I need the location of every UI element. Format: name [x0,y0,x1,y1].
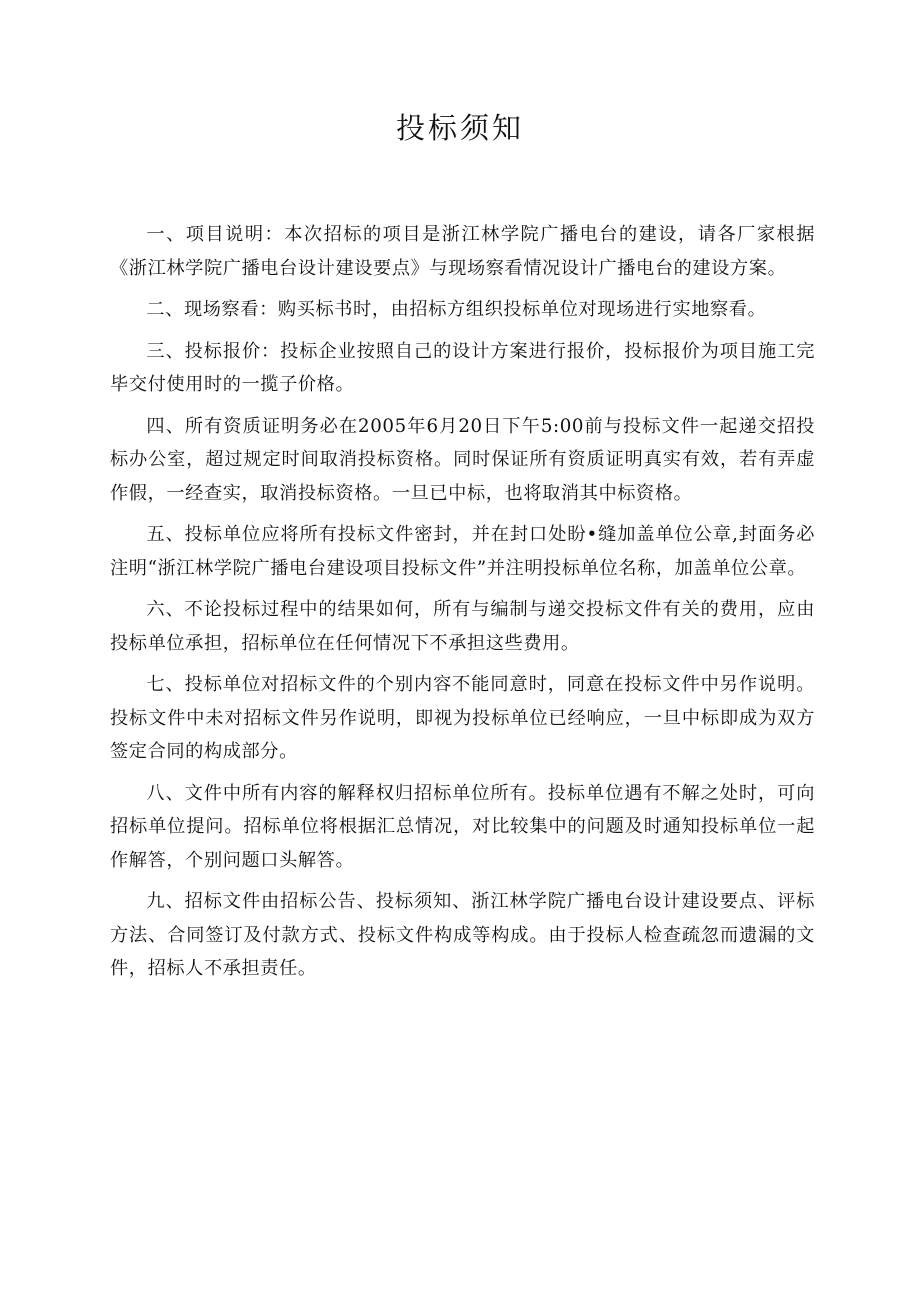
paragraph-qualification-certificates: 四、所有资质证明务必在2005年6月20日下午5:00前与投标文件一起递交招投标办公室，超过规定时间取消投标资格。同时保证所有资质证明真实有效，若有弄虚作假，一经查实，取消投标资格。一旦已中标，也将取消其中标资格。 [110,415,815,504]
document-body [110,218,815,994]
paragraph-bid-costs: 六、不论投标过程中的结果如何，所有与编制与递交投标文件有关的费用，应由投标单位承担，招标单位在任何情况下不承担这些费用。 [110,599,815,654]
paragraph-bid-quotation: 三、投标报价：投标企业按照自己的设计方案进行报价，投标报价为项目施工完毕交付使用时的一揽子价格。 [110,340,815,395]
paragraph-interpretation-rights: 八、文件中所有内容的解释权归招标单位所有。投标单位遇有不解之处时，可向招标单位提问。招标单位将根据汇总情况，对比较集中的问题及时通知投标单位一起作解答，个别问题口头解答。 [110,782,815,871]
paragraph-project-description: 一、项目说明：本次招标的项目是浙江林学院广播电台的建设，请各厂家根据《浙江林学院广播电台设计建设要点》与现场察看情况设计广播电台的建设方案。 [110,224,815,279]
paragraph-sealing-requirements: 五、投标单位应将所有投标文件密封，并在封口处盼•缝加盖单位公章,封面务必注明“浙江林学院广播电台建设项目投标文件”并注明投标单位名称，加盖单位公章。 [110,524,815,579]
paragraph-site-inspection: 二、现场察看：购买标书时，由招标方组织投标单位对现场进行实地察看。 [146,299,767,320]
paragraph-deviation-statement: 七、投标单位对招标文件的个别内容不能同意时，同意在投标文件中另作说明。投标文件中未对招标文件另作说明，即视为投标单位已经响应，一旦中标即成为双方签定合同的构成部分。 [110,674,815,762]
paragraph-document-composition: 九、招标文件由招标公告、投标须知、浙江林学院广播电台设计建设要点、评标方法、合同签订及付款方式、投标文件构成等构成。由于投标人检查疏忽而遗漏的文件，招标人不承担责任。 [110,891,815,979]
page-title: 投标须知 [395,111,524,145]
